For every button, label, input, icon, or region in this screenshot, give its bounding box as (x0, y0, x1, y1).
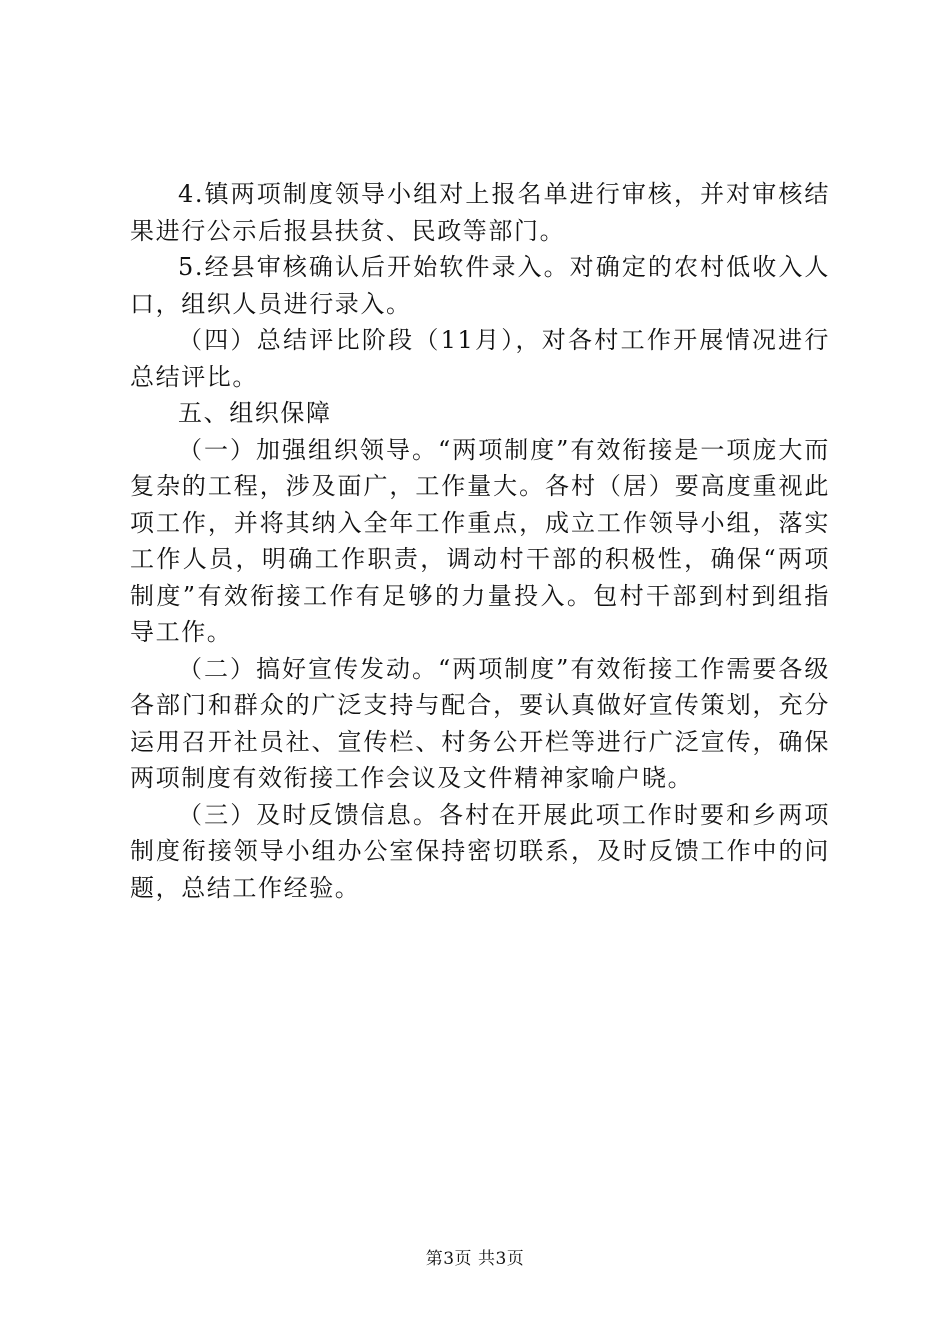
paragraph-summary-stage: （四）总结评比阶段（11月），对各村工作开展情况进行总结评比。 (130, 326, 830, 391)
section-heading-organization: 五、组织保障 (178, 399, 332, 427)
paragraph-publicity: （二）搞好宣传发动。“两项制度”有效衔接工作需要各级各部门和群众的广泛支持与配合，要认真做好宣传策划，充分运用召开社员社、宣传栏、村务公开栏等进行广泛宣传，确保两项制度有效衔接工作会议及文件精神家喻户晓。 (130, 654, 830, 792)
paragraph-software-entry: 5.经县审核确认后开始软件录入。对确定的农村低收入人口，组织人员进行录入。 (130, 253, 830, 318)
paragraph-review-list: 4.镇两项制度领导小组对上报名单进行审核，并对审核结果进行公示后报县扶贫、民政等部门。 (130, 180, 830, 245)
page-footer: 第3页 共3页 (425, 1249, 525, 1269)
paragraph-feedback: （三）及时反馈信息。各村在开展此项工作时要和乡两项制度衔接领导小组办公室保持密切联系，及时反馈工作中的问题，总结工作经验。 (130, 800, 830, 902)
paragraph-leadership: （一）加强组织领导。“两项制度”有效衔接是一项庞大而复杂的工程，涉及面广，工作量大。各村（居）要高度重视此项工作，并将其纳入全年工作重点，成立工作领导小组，落实工作人员，明确工作职责，调动村干部的积极性，确保“两项制度”有效衔接工作有足够的力量投入。包村干部到村到组指导工作。 (130, 435, 830, 646)
document-body (130, 176, 830, 906)
